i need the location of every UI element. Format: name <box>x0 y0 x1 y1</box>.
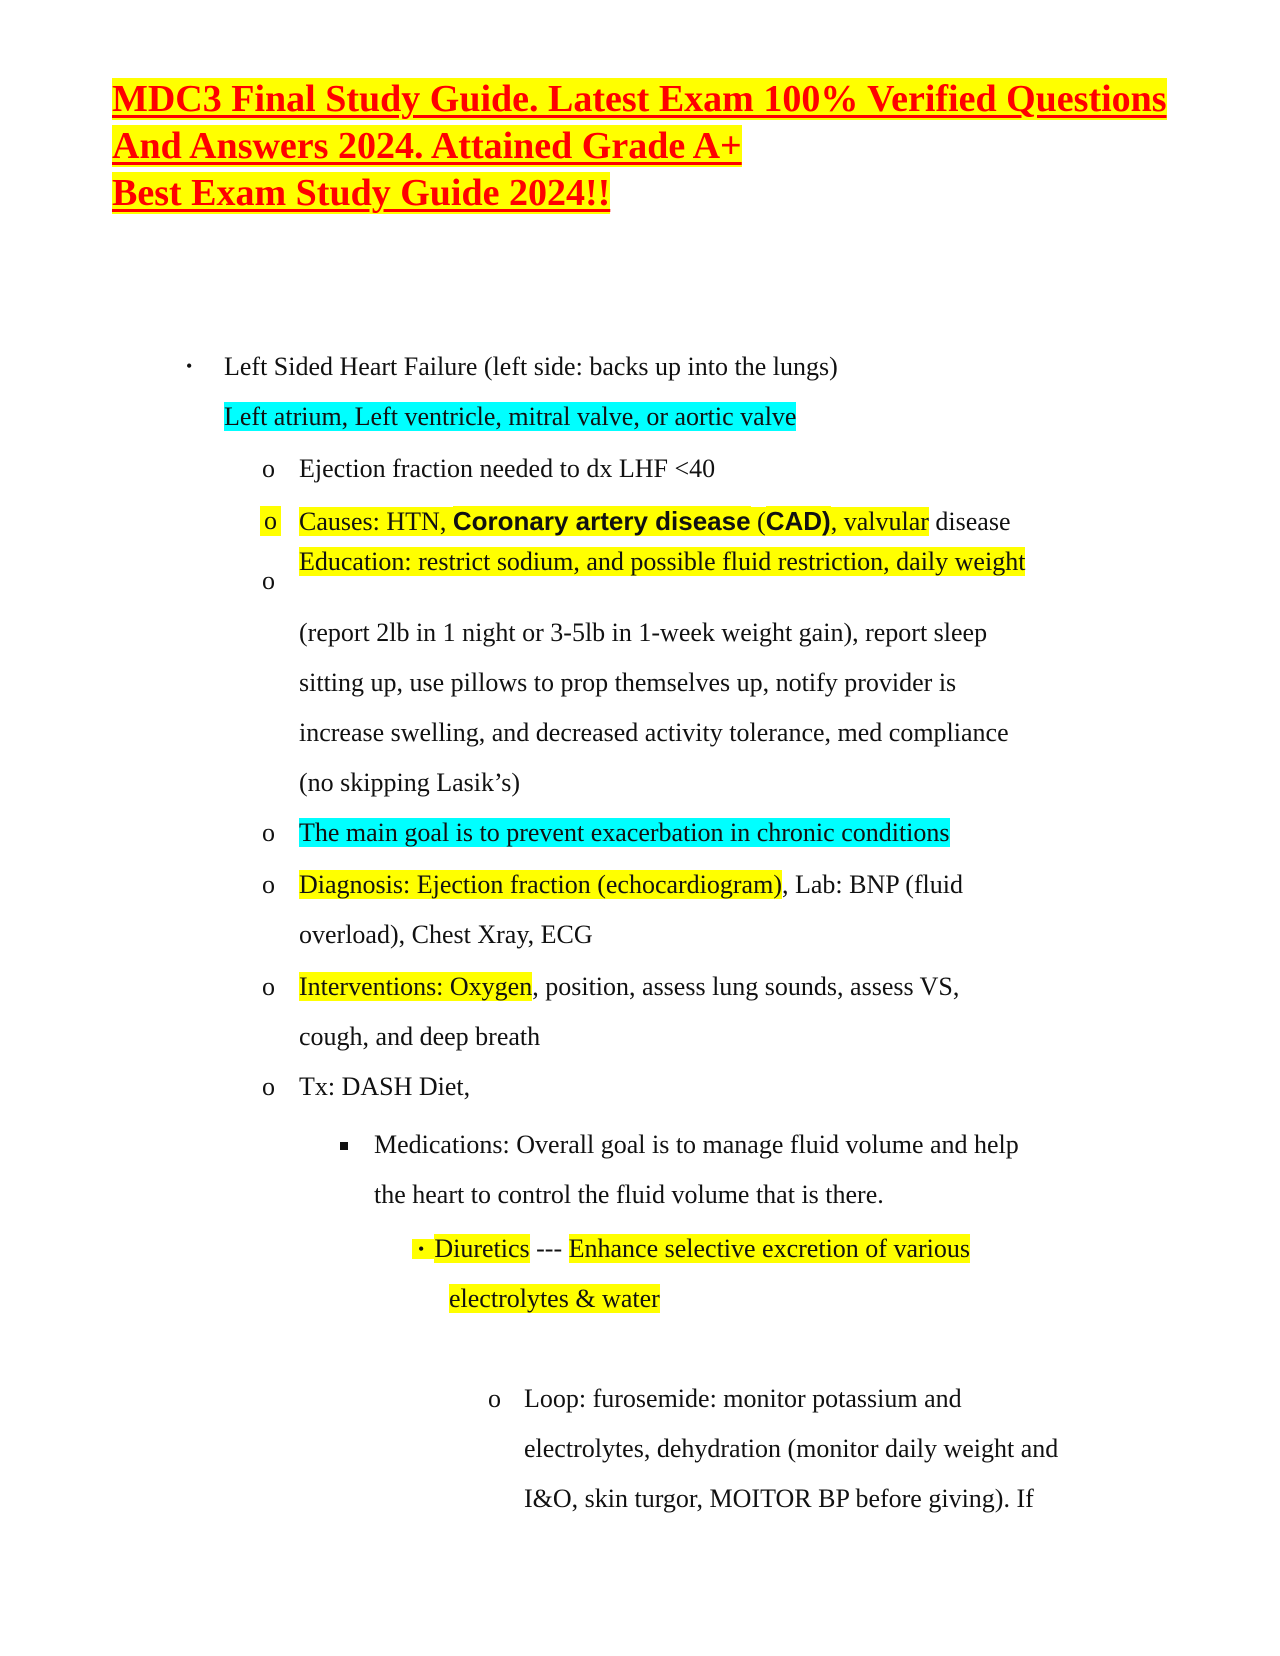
bullet-dot-icon: • <box>412 1239 434 1259</box>
medications-line-2: the heart to control the fluid volume that is there. <box>374 1180 884 1209</box>
lhf-subheading: Left atrium, Left ventricle, mitral valve, or aortic valve <box>224 402 797 431</box>
tx-item: Tx: DASH Diet, <box>299 1072 471 1101</box>
education-line-5: (no skipping Lasik’s) <box>299 768 520 797</box>
bullet-circle-icon: o <box>488 1384 501 1413</box>
interventions-line-2: cough, and deep breath <box>299 1022 541 1051</box>
title-line-2: And Answers 2024. Attained Grade A+ <box>112 125 742 167</box>
ef-item: Ejection fraction needed to dx LHF <40 <box>299 454 716 483</box>
document-title <box>112 76 1167 217</box>
bullet-circle-icon: o <box>262 818 275 847</box>
medications-line-1: Medications: Overall goal is to manage fluid volume and help <box>374 1130 1019 1159</box>
bullet-circle-icon: o <box>260 506 281 536</box>
title-line-3: Best Exam Study Guide 2024!! <box>112 172 611 214</box>
goal-item: The main goal is to prevent exacerbation in chronic conditions <box>299 818 950 847</box>
bullet-circle-icon: o <box>262 454 275 483</box>
causes-item: Causes: HTN, Coronary artery disease (CAD), valvular disease <box>299 506 1011 536</box>
bullet-square-icon <box>340 1142 348 1150</box>
education-line-4: increase swelling, and decreased activity tolerance, med compliance <box>299 718 1009 747</box>
bullet-circle-icon: o <box>262 1072 275 1101</box>
education-line-3: sitting up, use pillows to prop themselves up, notify provider is <box>299 668 957 697</box>
interventions-item: Interventions: Oxygen, position, assess lung sounds, assess VS, <box>299 972 960 1001</box>
lhf-heading: Left Sided Heart Failure (left side: backs up into the lungs) <box>224 352 838 381</box>
loop-line-1: Loop: furosemide: monitor potassium and <box>524 1384 962 1413</box>
diagnosis-line-2: overload), Chest Xray, ECG <box>299 920 593 949</box>
education-line-1: Education: restrict sodium, and possible fluid restriction, daily weight <box>299 547 1026 576</box>
diuretics-line-2: electrolytes & water <box>449 1284 660 1313</box>
loop-line-2: electrolytes, dehydration (monitor daily weight and <box>524 1434 1059 1463</box>
bullet-circle-icon: o <box>262 870 275 899</box>
bullet-dot-icon: • <box>186 356 193 376</box>
diuretics-item: • Diuretics --- Enhance selective excretion of various <box>412 1234 970 1264</box>
education-line-2: (report 2lb in 1 night or 3-5lb in 1-week weight gain), report sleep <box>299 618 988 647</box>
title-line-1: MDC3 Final Study Guide. Latest Exam 100% Verified Questions <box>112 78 1167 120</box>
diagnosis-item: Diagnosis: Ejection fraction (echocardiogram), Lab: BNP (fluid <box>299 870 964 899</box>
loop-line-3: I&O, skin turgor, MOITOR BP before giving). If <box>524 1484 1034 1513</box>
bullet-circle-icon: o <box>262 566 275 595</box>
bullet-circle-icon: o <box>262 972 275 1001</box>
